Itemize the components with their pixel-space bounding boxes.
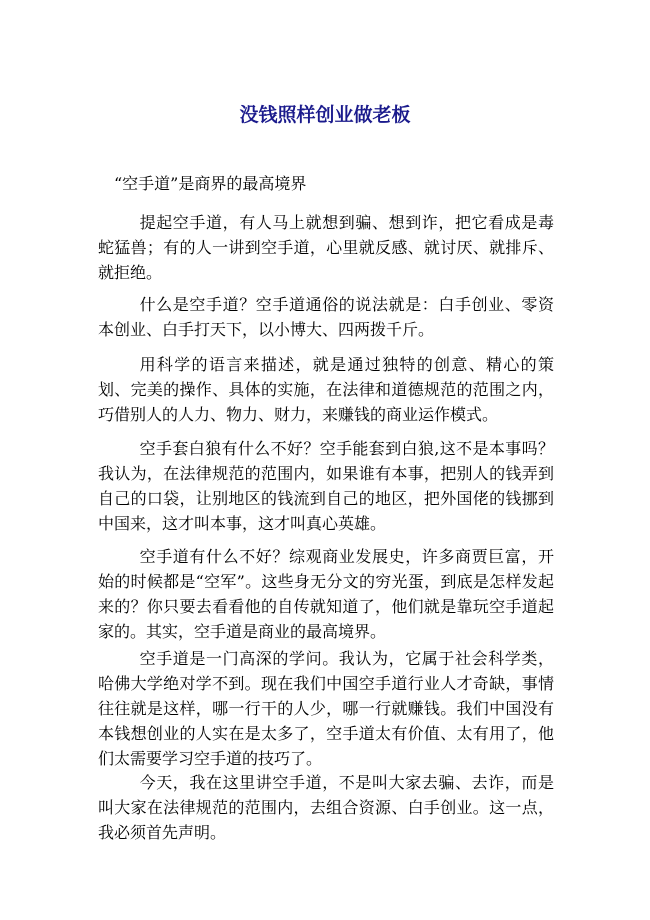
- paragraph-1: 提起空手道，有人马上就想到骗、想到诈，把它看成是毒蛇猛兽；有的人一讲到空手道，心里就反感、就讨厌、就排斥、就拒绝。: [98, 213, 554, 282]
- document-subtitle: “空手道”是商界的最高境界: [114, 174, 307, 193]
- paragraph-5: 空手道有什么不好？综观商业发展史，许多商贾巨富，开始的时候都是“空军”。这些身无分文的穷光蛋，到底是怎样发起来的？你只要去看看他的自传就知道了，他们就是靠玩空手道起家的。其实，空手道是商业的最高境界。: [98, 547, 554, 641]
- document-title: 没钱照样创业做老板: [239, 104, 411, 126]
- paragraph-2: 什么是空手道？空手道通俗的说法就是：白手创业、零资本创业、白手打天下，以小博大、四两拨千斤。: [98, 295, 554, 339]
- paragraph-3: 用科学的语言来描述，就是通过独特的创意、精心的策划、完美的操作、具体的实施，在法律和道德规范的范围之内，巧借别人的人力、物力、财力，来赚钱的商业运作模式。: [98, 355, 554, 424]
- paragraph-4: 空手套白狼有什么不好？空手能套到白狼,这不是本事吗？我认为，在法律规范的范围内，如果谁有本事，把别人的钱弄到自己的口袋，让别地区的钱流到自己的地区，把外国佬的钱挪到中国来，这才叫本事，这才叫真心英雄。: [98, 439, 554, 533]
- paragraph-6: 空手道是一门高深的学问。我认为，它属于社会科学类，哈佛大学绝对学不到。现在我们中国空手道行业人才奇缺，事情往往就是这样，哪一行干的人少，哪一行就赚钱。我们中国没有本钱想创业的人实在是太多了，空手道太有价值、太有用了，他们太需要学习空手道的技巧了。: [98, 649, 554, 768]
- paragraph-7: 今天，我在这里讲空手道，不是叫大家去骗、去诈，而是叫大家在法律规范的范围内，去组合资源、白手创业。这一点，我必须首先声明。: [98, 773, 554, 842]
